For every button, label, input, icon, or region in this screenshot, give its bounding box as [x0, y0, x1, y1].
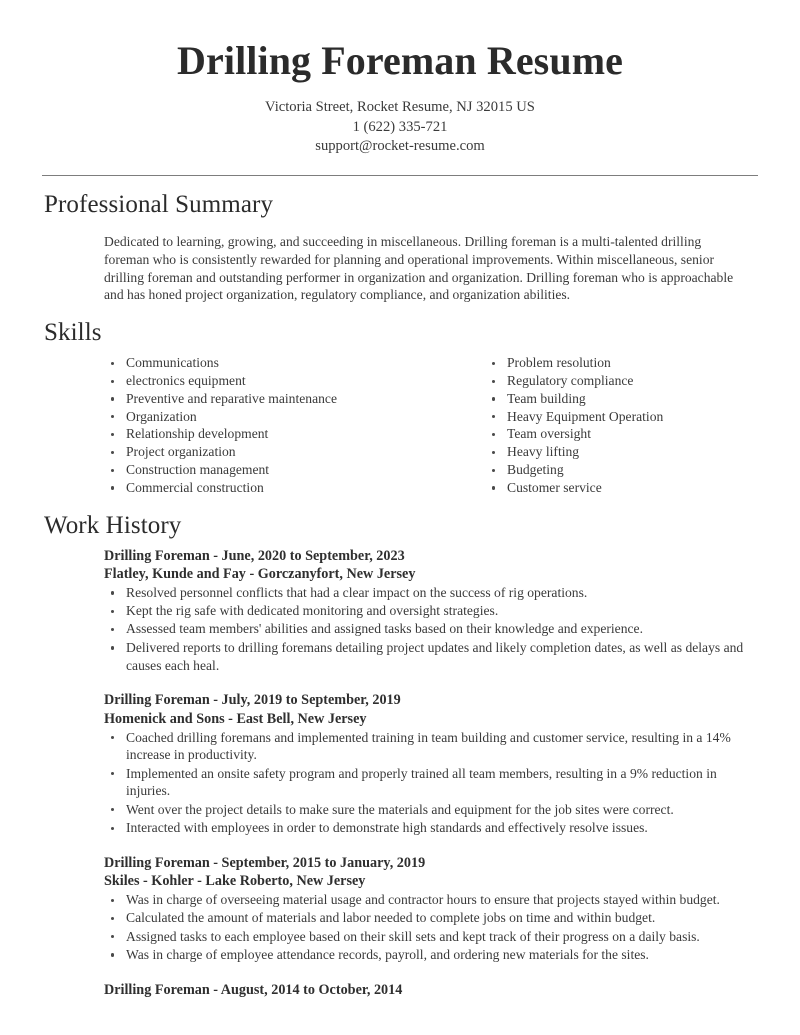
- job-entry: [42, 691, 758, 836]
- job-responsibility-item: Assessed team members' abilities and assigned tasks based on their knowledge and experience.: [104, 620, 758, 638]
- skill-item: Regulatory compliance: [485, 372, 758, 390]
- section-professional-summary: [42, 190, 758, 305]
- skill-item: Heavy lifting: [485, 443, 758, 461]
- skill-item: Team building: [485, 390, 758, 408]
- job-entry: [42, 547, 758, 675]
- skill-item: Project organization: [104, 443, 431, 461]
- job-responsibility-item: Was in charge of overseeing material usage and contractor hours to ensure that projects stayed within budget.: [104, 891, 758, 909]
- job-responsibility-item: Kept the rig safe with dedicated monitoring and oversight strategies.: [104, 602, 758, 620]
- contact-phone: 1 (622) 335-721: [352, 118, 448, 135]
- job-responsibility-item: Delivered reports to drilling foremans detailing project updates and likely completion dates, as well as delays and causes each heal.: [104, 639, 758, 675]
- work-history-jobs: [42, 547, 758, 1000]
- job-title: Drilling Foreman - August, 2014 to October, 2014: [104, 981, 403, 998]
- job-responsibility-item: Interacted with employees in order to demonstrate high standards and effectively resolve issues.: [104, 819, 758, 837]
- job-company: Flatley, Kunde and Fay - Gorczanyfort, New Jersey: [104, 566, 416, 583]
- job-entry: [42, 854, 758, 964]
- section-skills: [42, 318, 758, 496]
- skill-item: Construction management: [104, 461, 431, 479]
- skills-list-right: [485, 354, 758, 496]
- header-divider: [42, 175, 758, 176]
- job-title: Drilling Foreman - September, 2015 to January, 2019: [104, 854, 426, 871]
- skill-item: Preventive and reparative maintenance: [104, 390, 431, 408]
- skills-heading: Skills: [44, 319, 102, 347]
- job-responsibility-item: Resolved personnel conflicts that had a clear impact on the success of rig operations.: [104, 584, 758, 602]
- skill-item: Budgeting: [485, 461, 758, 479]
- job-responsibility-list: [104, 584, 758, 674]
- job-responsibility-item: Calculated the amount of materials and labor needed to complete jobs on time and within budget.: [104, 909, 758, 927]
- professional-summary-body: [42, 233, 758, 304]
- page-title: Drilling Foreman Resume: [177, 38, 623, 83]
- job-title: Drilling Foreman - June, 2020 to September, 2023: [104, 547, 405, 564]
- skill-item: Heavy Equipment Operation: [485, 408, 758, 426]
- skill-item: Communications: [104, 354, 431, 372]
- job-responsibility-item: Went over the project details to make sure the materials and equipment for the job sites were correct.: [104, 801, 758, 819]
- professional-summary-heading: Professional Summary: [44, 190, 274, 218]
- skill-item: Commercial construction: [104, 479, 431, 497]
- job-company: Homenick and Sons - East Bell, New Jersey: [104, 710, 367, 727]
- skill-item: Relationship development: [104, 425, 431, 443]
- job-responsibility-item: Was in charge of employee attendance records, payroll, and ordering new materials for the sites.: [104, 946, 758, 964]
- job-responsibility-list: [104, 891, 758, 964]
- skills-column-right: [431, 354, 758, 496]
- job-responsibility-item: Assigned tasks to each employee based on their skill sets and kept track of their progress on a daily basis.: [104, 928, 758, 946]
- skill-item: Problem resolution: [485, 354, 758, 372]
- job-entry: [42, 981, 758, 1000]
- professional-summary-text: Dedicated to learning, growing, and succeeding in miscellaneous. Drilling foreman is a multi-talented drilling foreman who is consistently rewarded for planning and operational improvements. Within miscellaneous, senior drilling foreman and outstanding performer in organization and organization. Drilling foreman who is approachable and has honed project organization, regulatory compliance, and organization abilities.: [104, 234, 734, 303]
- job-responsibility-item: Coached drilling foremans and implemented training in team building and customer service, resulting in a 14% increase in productivity.: [104, 729, 758, 765]
- job-responsibility-list: [104, 729, 758, 837]
- skills-column-left: [104, 354, 431, 496]
- job-title: Drilling Foreman - July, 2019 to September, 2019: [104, 692, 401, 709]
- section-work-history: [42, 511, 758, 1000]
- contact-address: Victoria Street, Rocket Resume, NJ 32015 US: [265, 99, 535, 115]
- work-history-heading: Work History: [44, 511, 182, 539]
- skill-item: electronics equipment: [104, 372, 431, 390]
- contact-block: [42, 98, 758, 157]
- contact-email: support@rocket-resume.com: [315, 138, 485, 154]
- skill-item: Team oversight: [485, 425, 758, 443]
- skill-item: Organization: [104, 408, 431, 426]
- skill-item: Customer service: [485, 479, 758, 497]
- job-responsibility-item: Implemented an onsite safety program and properly trained all team members, resulting in a 9% reduction in injuries.: [104, 765, 758, 801]
- skills-columns: [42, 354, 758, 496]
- job-company: Skiles - Kohler - Lake Roberto, New Jersey: [104, 873, 366, 890]
- skills-list-left: [104, 354, 431, 496]
